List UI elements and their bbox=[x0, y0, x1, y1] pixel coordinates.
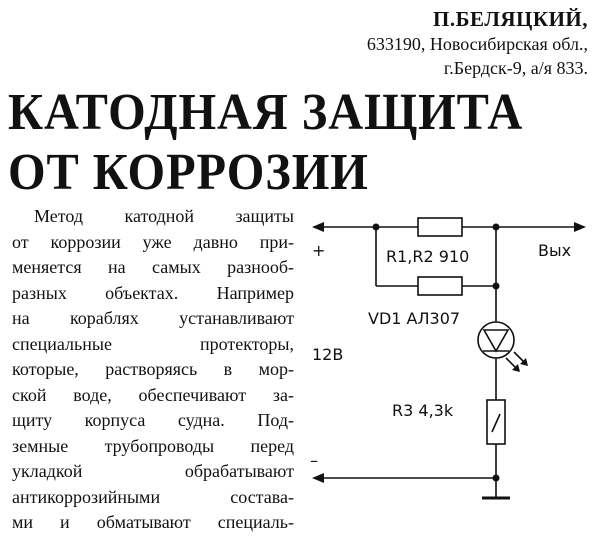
article-line: ми и обматывают специаль- bbox=[12, 512, 294, 532]
resistor-r1 bbox=[418, 218, 462, 236]
junction-dot bbox=[493, 475, 500, 482]
article-line: от коррозии уже давно при- bbox=[12, 231, 294, 252]
article-line: которые, растворяясь в мор- bbox=[12, 359, 294, 379]
author-block bbox=[367, 6, 588, 80]
author-address-line2: г.Бердск-9, а/я 833. bbox=[443, 58, 588, 78]
junction-dot bbox=[373, 224, 380, 231]
article-line: разных объектах. Например bbox=[12, 282, 294, 303]
author-name: П.БЕЛЯЦКИЙ, bbox=[433, 7, 588, 31]
article-line: Метод катодной защиты bbox=[34, 206, 294, 226]
junction-dot bbox=[493, 224, 500, 231]
vd1-label: VD1 АЛ307 bbox=[368, 309, 461, 328]
article-line: на кораблях устанавливают bbox=[12, 308, 294, 328]
junction-dot bbox=[493, 283, 500, 290]
article-line: земные трубопроводы перед bbox=[12, 435, 294, 456]
article-line: меняется на самых разнооб- bbox=[12, 257, 294, 277]
article-line: антикоррозийными состава- bbox=[12, 486, 294, 507]
output-label: Вых bbox=[538, 241, 572, 260]
article-body bbox=[12, 204, 294, 536]
article-line: укладкой обрабатывают bbox=[12, 461, 294, 481]
arrow-left-icon bbox=[312, 222, 324, 232]
arrow-right-icon bbox=[574, 222, 586, 232]
plus-label: + bbox=[312, 241, 326, 260]
article-line: ской воде, обеспечивают за- bbox=[12, 384, 294, 405]
arrow-left-icon bbox=[312, 473, 324, 483]
article-line: специальные протекторы, bbox=[12, 333, 294, 354]
minus-label: – bbox=[310, 451, 318, 470]
article-title-line2: ОТ КОРРОЗИИ bbox=[8, 144, 369, 201]
r3-label: R3 4,3k bbox=[392, 401, 454, 420]
article-line: щиту корпуса судна. Под- bbox=[12, 410, 294, 430]
resistor-r2 bbox=[418, 277, 462, 295]
r1r2-label: R1,R2 910 bbox=[386, 247, 470, 266]
author-address-line1: 633190, Новосибирская обл., bbox=[366, 34, 588, 54]
supply-voltage-label: 12В bbox=[312, 345, 344, 364]
article-title-line1: КАТОДНАЯ ЗАЩИТА bbox=[8, 84, 524, 141]
circuit-diagram bbox=[298, 200, 600, 530]
